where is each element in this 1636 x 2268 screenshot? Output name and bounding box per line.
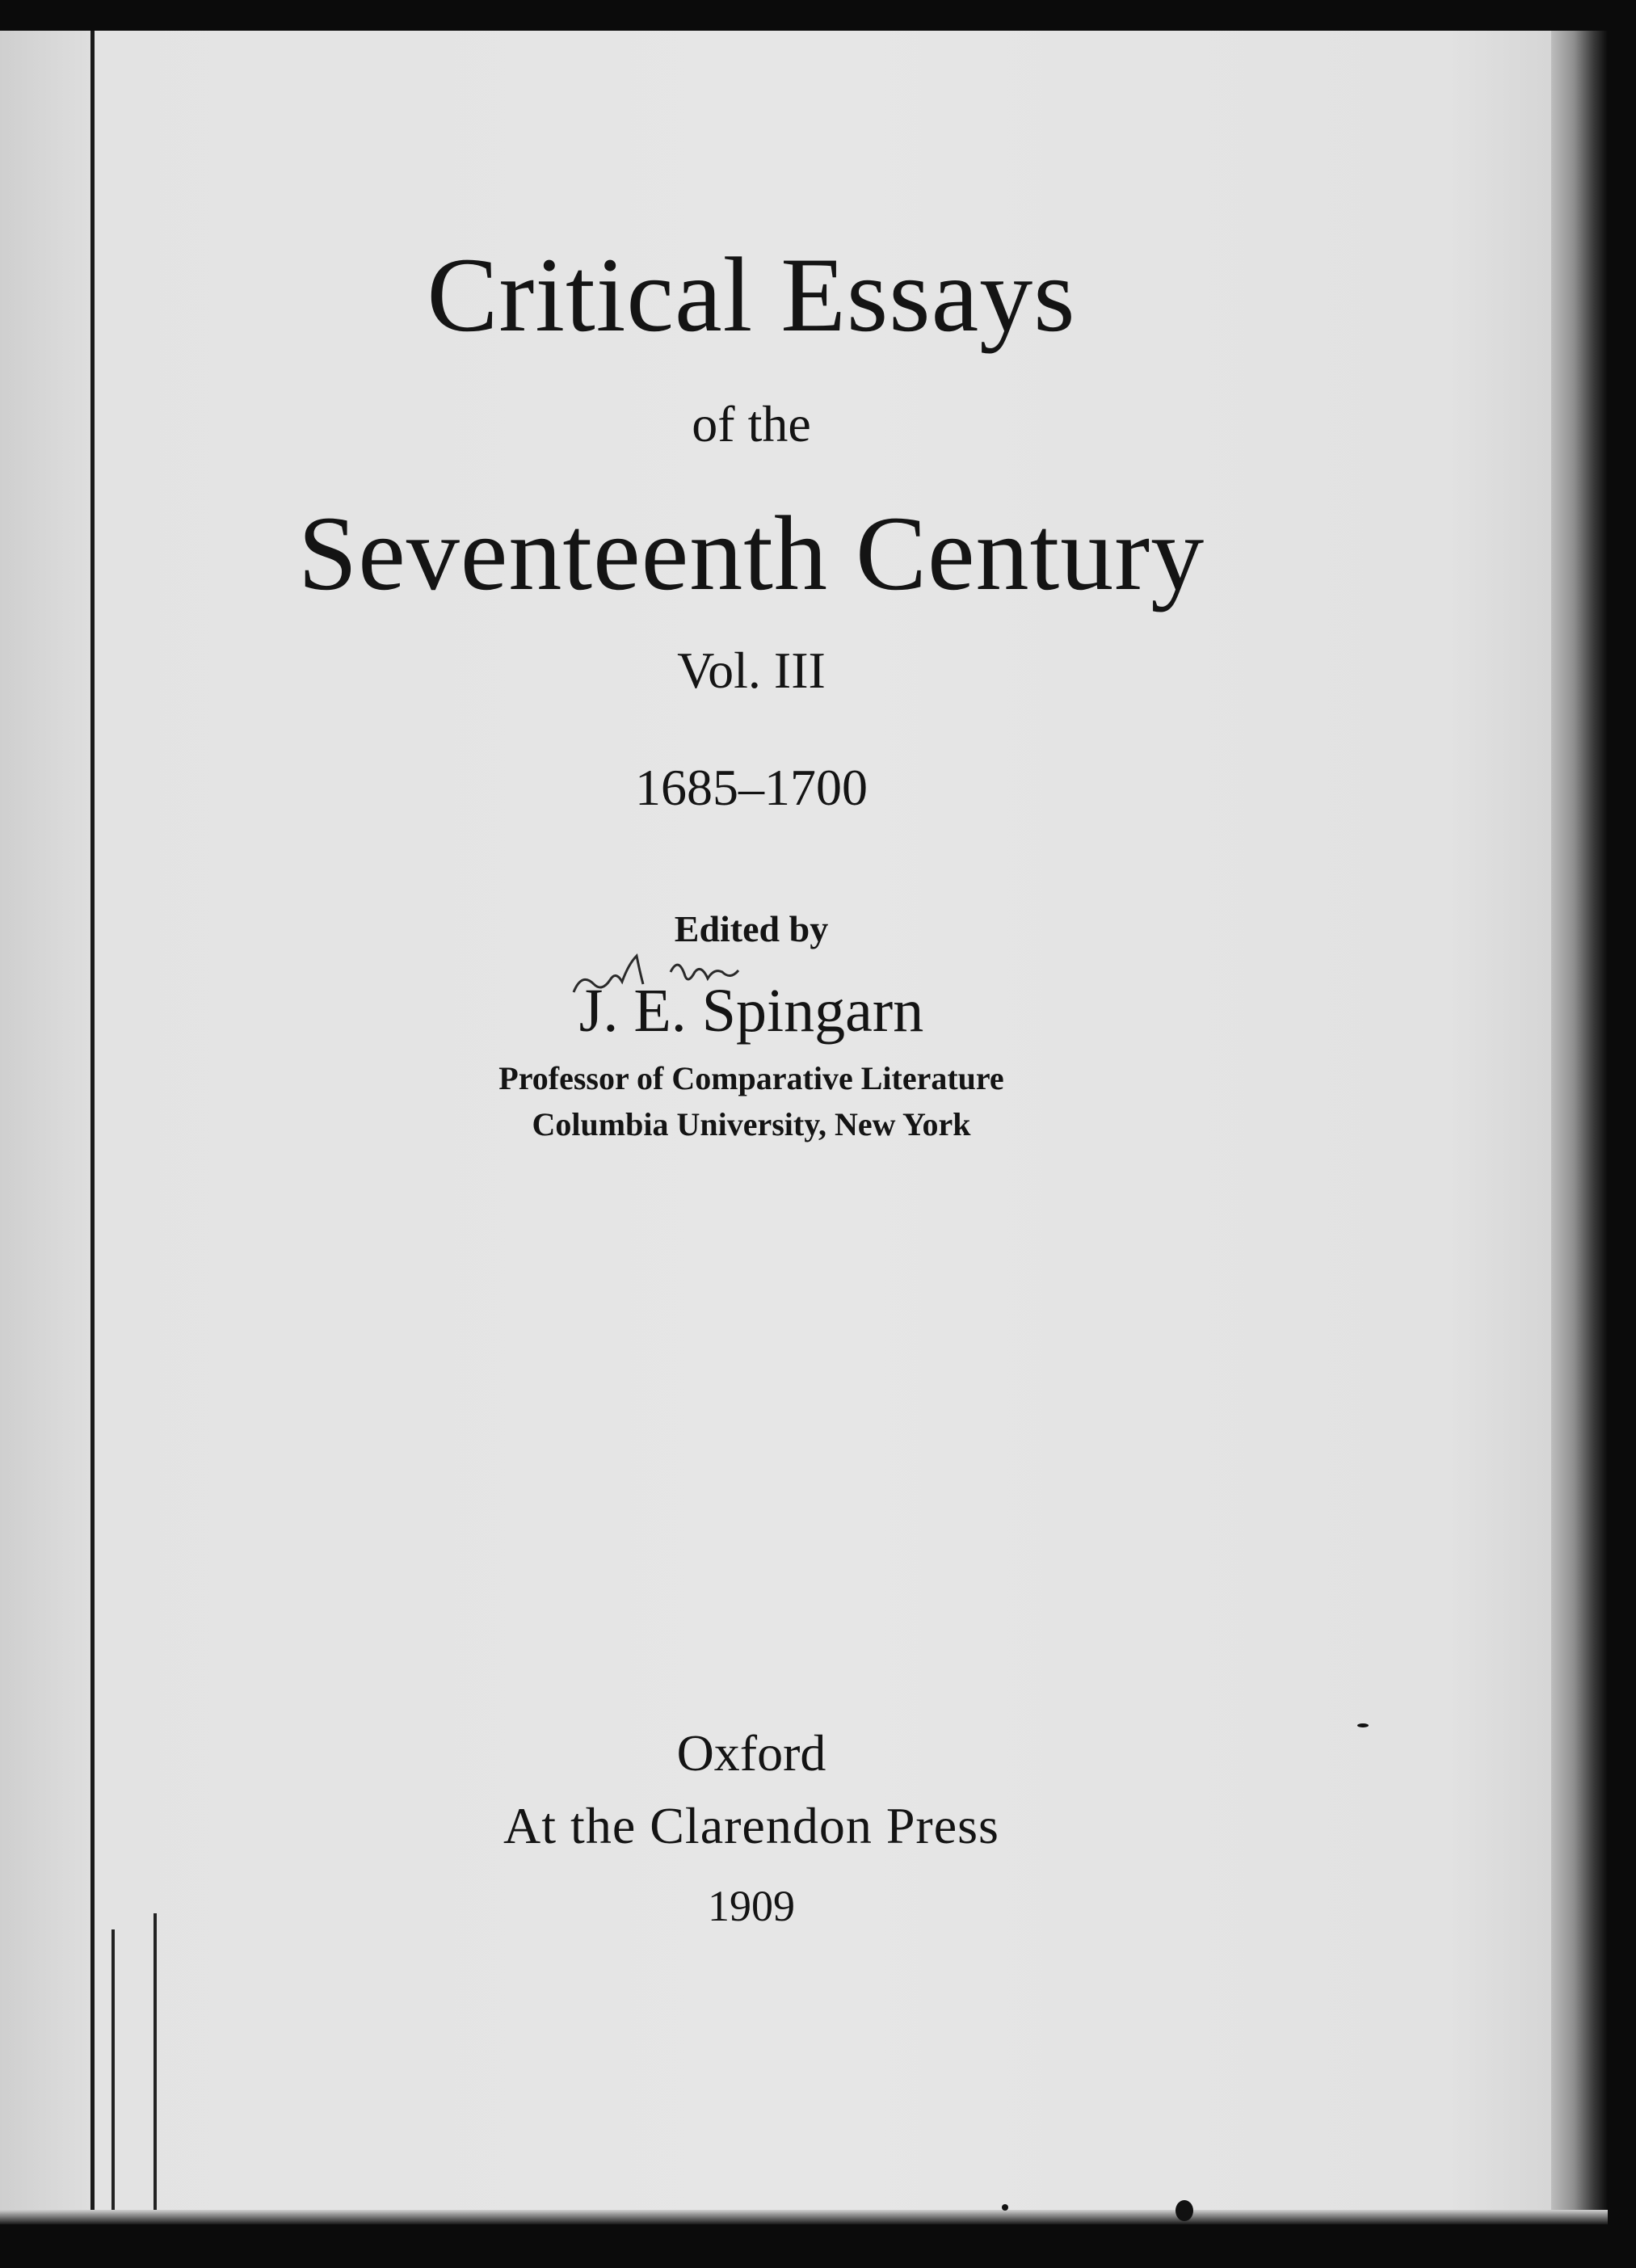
binding-mark [154, 1913, 157, 2220]
title-line-2: of the [692, 395, 811, 452]
publication-place: Oxford [676, 1724, 826, 1782]
publisher-name: At the Clarendon Press [503, 1797, 999, 1854]
publication-year: 1909 [708, 1882, 795, 1930]
title-line-3: Seventeenth Century [297, 494, 1205, 612]
scan-speck [1002, 2204, 1008, 2211]
binding-mark [111, 1929, 115, 2220]
title-line-1: Critical Essays [427, 235, 1076, 354]
page-right-edge [1551, 31, 1608, 2224]
edited-by-label: Edited by [674, 908, 829, 949]
scanned-title-page [0, 31, 1608, 2224]
volume-number: Vol. III [677, 642, 826, 699]
editor-name: J. E. Spingarn [578, 977, 924, 1045]
editor-affiliation: Columbia University, New York [532, 1106, 971, 1142]
scan-speck [1175, 2200, 1193, 2221]
page-bottom-edge [0, 2210, 1608, 2224]
year-range: 1685–1700 [635, 759, 868, 816]
editor-position: Professor of Comparative Literature [498, 1060, 1004, 1096]
scan-speck [1357, 1723, 1369, 1727]
